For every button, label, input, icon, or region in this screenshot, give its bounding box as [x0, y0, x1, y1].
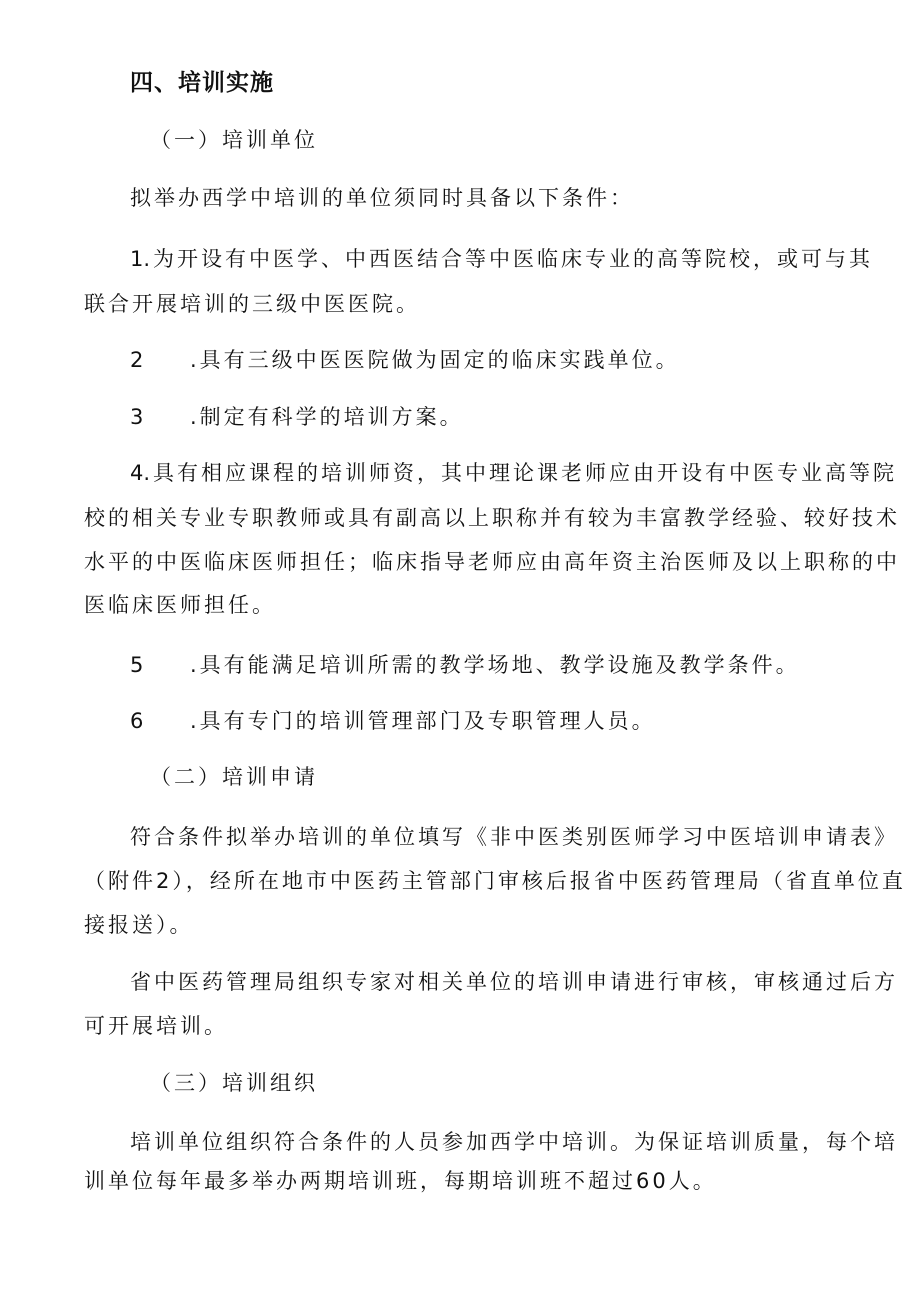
sub3-para1-line-1: 培训单位组织符合条件的人员参加西学中培训。为保证培训质量，每个培 — [130, 1130, 898, 1154]
item-text: .具有三级中医医院做为固定的临床实践单位。 — [190, 348, 680, 372]
item-number: 5 — [130, 653, 144, 677]
subsection-heading-3: （三）培训组织 — [150, 1071, 318, 1095]
item-number: 4 — [130, 461, 144, 485]
sub1-intro: 拟举办西学中培训的单位须同时具备以下条件： — [130, 186, 634, 210]
item-text: .具有相应课程的培训师资，其中理论课老师应由开设有中医专业高等院 — [143, 461, 898, 485]
item-number: 2 — [130, 348, 144, 372]
item-6 — [130, 706, 656, 736]
sub2-para1-line-1: 符合条件拟举办培训的单位填写《非中医类别医师学习中医培训申请表》 — [130, 825, 898, 849]
section-title: 四、培训实施 — [130, 70, 274, 96]
item-1-line-2: 联合开展培训的三级中医医院。 — [84, 292, 420, 316]
item-4-line-3: 水平的中医临床医师担任；临床指导老师应由高年资主治医师及以上职称的中 — [84, 550, 900, 574]
subsection-heading-1: （一）培训单位 — [150, 128, 318, 152]
item-text: .具有能满足培训所需的教学场地、教学设施及教学条件。 — [190, 653, 800, 677]
sub2-para2-line-1: 省中医药管理局组织专家对相关单位的培训申请进行审核，审核通过后方 — [130, 970, 898, 994]
item-1-line-1 — [130, 244, 873, 274]
sub2-para1-line-2: （附件2），经所在地市中医药主管部门审核后报省中医药管理局（省直单位直 — [84, 869, 906, 893]
item-2 — [130, 345, 680, 375]
item-number: 6 — [130, 709, 144, 733]
sub2-para1-line-3: 接报送）。 — [84, 913, 194, 937]
item-number: 3 — [130, 405, 144, 429]
item-text: .具有专门的培训管理部门及专职管理人员。 — [190, 709, 656, 733]
item-4-line-1 — [130, 458, 897, 488]
item-4-line-2: 校的相关专业专职教师或具有副高以上职称并有较为丰富教学经验、较好技术 — [84, 506, 900, 530]
subsection-heading-2: （二）培训申请 — [150, 765, 318, 789]
sub3-para1-line-2: 训单位每年最多举办两期培训班，每期培训班不超过60人。 — [84, 1169, 717, 1193]
item-text: .制定有科学的培训方案。 — [190, 405, 464, 429]
sub2-para2-line-2: 可开展培训。 — [84, 1014, 228, 1038]
item-3 — [130, 402, 464, 432]
item-5 — [130, 650, 800, 680]
item-number: 1 — [130, 247, 144, 271]
item-4-line-4: 医临床医师担任。 — [84, 593, 276, 617]
item-text: .为开设有中医学、中西医结合等中医临床专业的高等院校，或可与其 — [143, 247, 874, 271]
